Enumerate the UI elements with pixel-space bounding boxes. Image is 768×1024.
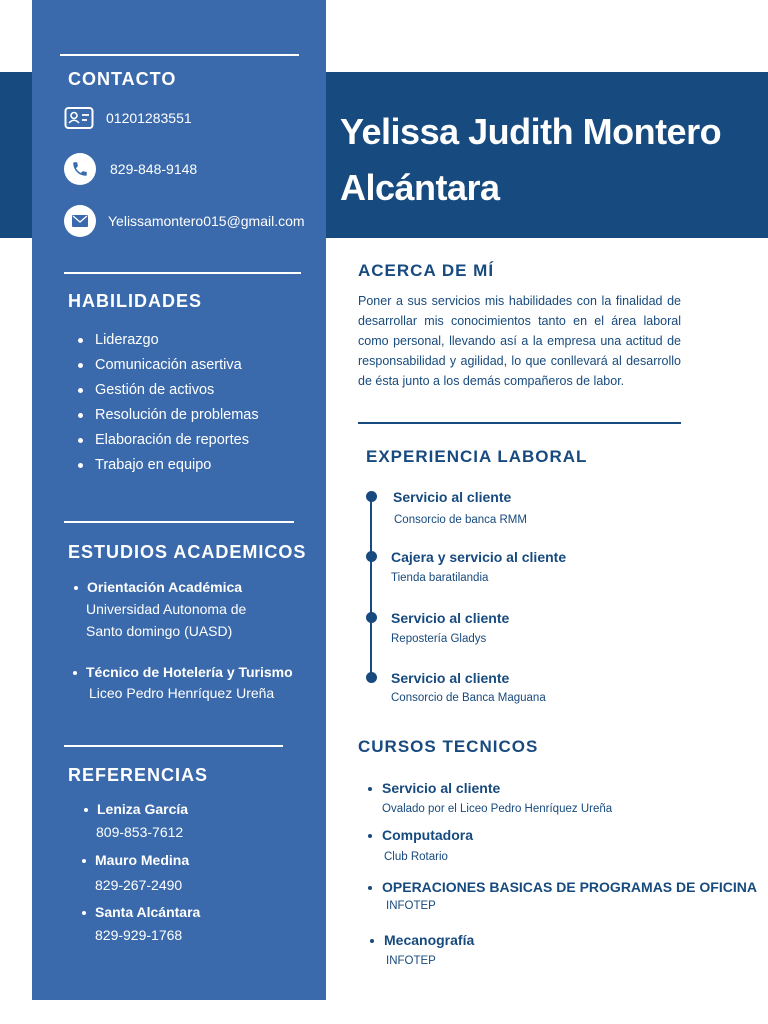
course-title: Mecanografía [384, 932, 475, 948]
divider [64, 745, 283, 747]
divider [64, 521, 294, 523]
reference-phone: 829-267-2490 [95, 877, 183, 893]
contact-phone-row [64, 153, 197, 185]
education-institution: Santo domingo (UASD) [86, 623, 233, 639]
job-place: Consorcio de banca RMM [394, 514, 527, 526]
course-title: Servicio al cliente [382, 780, 501, 796]
timeline-line [370, 496, 372, 678]
job-title: Servicio al cliente [391, 670, 510, 686]
job-title: Cajera y servicio al cliente [391, 549, 567, 565]
skills-heading: HABILIDADES [68, 291, 203, 311]
divider [64, 272, 301, 274]
timeline-dot [366, 612, 377, 623]
reference-item [95, 852, 189, 896]
course-title: Computadora [382, 827, 473, 843]
skill-item: Elaboración de reportes [68, 428, 259, 453]
course-title: OPERACIONES BASICAS DE PROGRAMAS DE OFICINA [382, 879, 757, 895]
education-heading: ESTUDIOS ACADEMICOS [68, 542, 307, 562]
contact-heading: CONTACTO [68, 69, 177, 89]
divider [60, 54, 299, 56]
course-provider: Ovalado por el Liceo Pedro Henríquez Ureña [382, 803, 613, 815]
course-provider: INFOTEP [386, 900, 436, 912]
skills-list [68, 328, 259, 478]
timeline-dot [366, 491, 377, 502]
education-institution: Liceo Pedro Henríquez Ureña [89, 685, 275, 701]
reference-phone: 829-929-1768 [95, 927, 183, 943]
education-institution: Universidad Autonoma de [86, 601, 247, 617]
skill-item: Trabajo en equipo [68, 453, 259, 478]
skill-item: Comunicación asertiva [68, 353, 259, 378]
reference-item [97, 801, 188, 843]
timeline-dot [366, 551, 377, 562]
id-number: 01201283551 [106, 110, 192, 126]
job-place: Consorcio de Banca Maguana [391, 692, 546, 704]
education-title: Técnico de Hotelería y Turismo [86, 664, 293, 680]
education-item [86, 664, 293, 704]
reference-phone: 809-853-7612 [96, 824, 184, 840]
mail-icon [64, 205, 96, 237]
skill-item: Liderazgo [68, 328, 259, 353]
job-title: Servicio al cliente [393, 489, 512, 505]
contact-email-row [64, 205, 305, 237]
skill-item: Resolución de problemas [68, 403, 259, 428]
phone-number: 829-848-9148 [110, 161, 198, 177]
reference-name: Santa Alcántara [95, 904, 201, 920]
course-provider: Club Rotario [384, 851, 448, 863]
job-title: Servicio al cliente [391, 610, 510, 626]
about-heading: ACERCA DE MÍ [358, 261, 495, 280]
id-card-icon [64, 106, 94, 130]
phone-icon [64, 153, 96, 185]
timeline-dot [366, 672, 377, 683]
divider [358, 422, 681, 424]
references-heading: REFERENCIAS [68, 765, 209, 785]
course-provider: INFOTEP [386, 955, 436, 967]
job-place: Repostería Gladys [391, 633, 487, 645]
contact-id-row [64, 106, 192, 130]
person-name: Yelissa Judith Montero Alcántara [340, 111, 722, 208]
skill-item: Gestión de activos [68, 378, 259, 403]
experience-heading: EXPERIENCIA LABORAL [366, 447, 588, 466]
education-title: Orientación Académica [87, 579, 246, 595]
email-address: Yelissamontero015@gmail.com [108, 213, 305, 229]
education-item [87, 579, 246, 642]
reference-name: Mauro Medina [95, 852, 190, 868]
job-place: Tienda baratilandia [391, 572, 489, 584]
about-text: Poner a sus servicios mis habilidades con la finalidad de desarrollar mis conocimientos tanto en el área laboral como personal, llevando así a la empresa una actitud de responsabilidad y agilidad, lo que conllevará al desarrollo de ésta junto a los demás compañeros de labor. [358, 294, 681, 388]
sidebar [32, 0, 326, 1000]
reference-item [95, 904, 200, 946]
courses-heading: CURSOS TECNICOS [358, 737, 539, 756]
reference-name: Leniza García [97, 801, 189, 817]
